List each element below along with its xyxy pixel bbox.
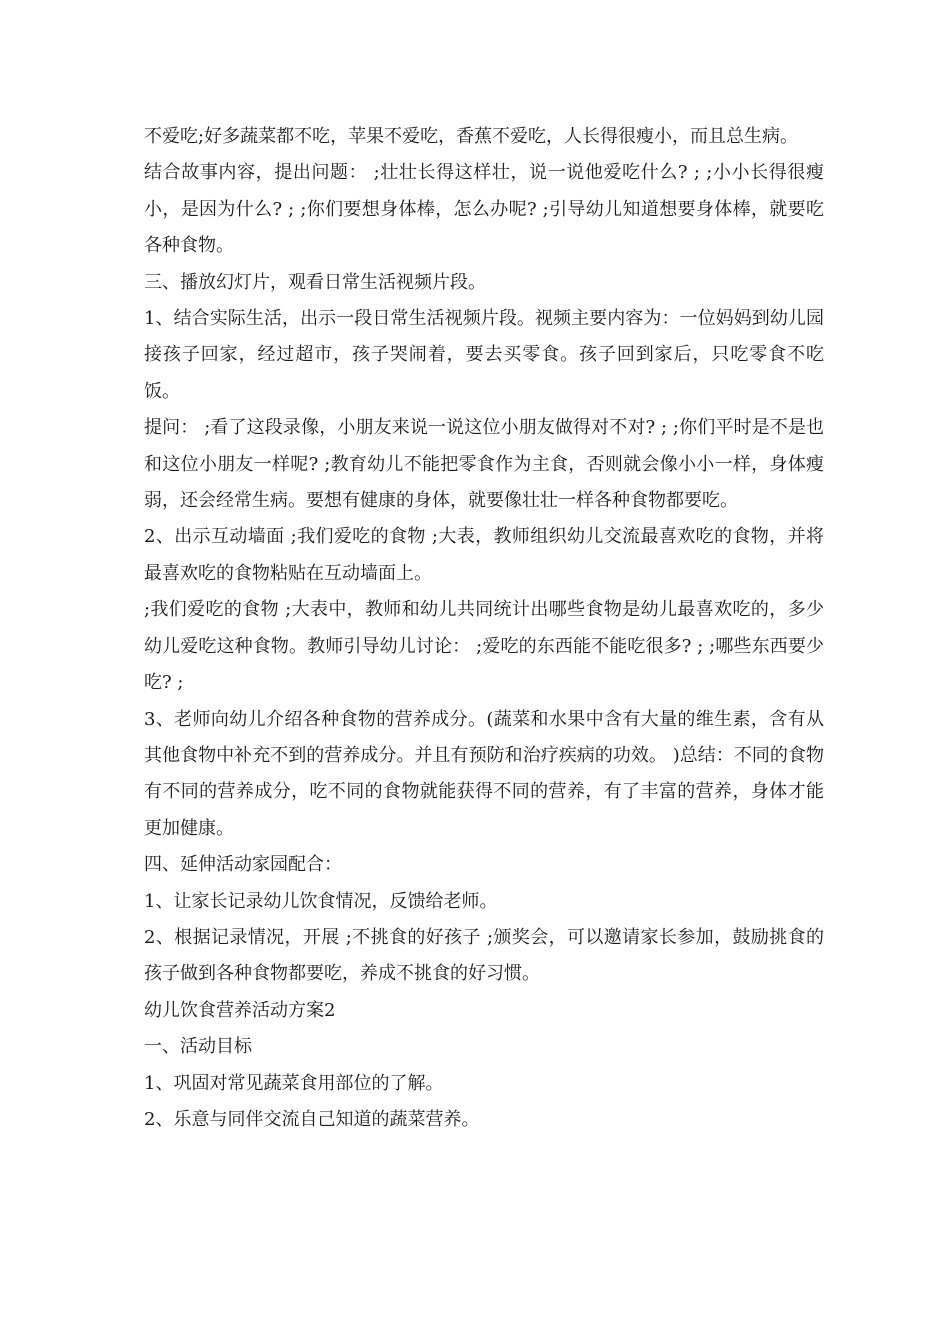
- document-body: [144, 119, 824, 1138]
- section-heading: 三、播放幻灯片，观看日常生活视频片段。: [144, 271, 486, 293]
- paragraph: 1、让家长记录幼儿饮食情况，反馈给老师。: [144, 890, 498, 912]
- paragraph: 3、老师向幼儿介绍各种食物的营养成分。(蔬菜和水果中含有大量的维生素，含有从其他食物中补充不到的营养成分。并且有预防和治疗疾病的功效。 )总结：不同的食物有不同的营养成分，吃不同的食物就能获得不同的营养，有了丰富的营养，身体才能更加健康。: [144, 708, 824, 839]
- paragraph: 提问： ;看了这段录像，小朋友来说一说这位小朋友做得对不对? ; ;你们平时是不是也和这位小朋友一样呢? ;教育幼儿不能把零食作为主食，否则就会像小小一样，身体瘦弱，还会经常生病。要想有健康的身体，就要像壮壮一样各种食物都要吃。: [144, 417, 824, 512]
- paragraph: 2、乐意与同伴交流自己知道的蔬菜营养。: [144, 1108, 480, 1130]
- paragraph: 1、巩固对常见蔬菜食用部位的了解。: [144, 1072, 444, 1094]
- paragraph: 2、根据记录情况，开展 ;不挑食的好孩子 ;颁奖会，可以邀请家长参加，鼓励挑食的孩子做到各种食物都要吃，养成不挑食的好习惯。: [144, 926, 824, 985]
- paragraph: 结合故事内容，提出问题： ;壮壮长得这样壮，说一说他爱吃什么? ; ;小小长得很瘦小，是因为什么? ; ;你们要想身体棒，怎么办呢? ;引导幼儿知道想要身体棒，就要吃各种食物。: [144, 162, 824, 257]
- paragraph: ;我们爱吃的食物 ;大表中，教师和幼儿共同统计出哪些食物是幼儿最喜欢吃的，多少幼儿爱吃这种食物。教师引导幼儿讨论： ;爱吃的东西能不能吃很多? ; ;哪些东西要少吃? ;: [144, 599, 824, 694]
- paragraph: 2、出示互动墙面 ;我们爱吃的食物 ;大表，教师组织幼儿交流最喜欢吃的食物，并将最喜欢吃的食物粘贴在互动墙面上。: [144, 526, 824, 584]
- section-heading: 一、活动目标: [144, 1036, 252, 1058]
- paragraph: 不爱吃;好多蔬菜都不吃，苹果不爱吃，香蕉不爱吃，人长得很瘦小，而且总生病。: [144, 126, 799, 147]
- document-subtitle: 幼儿饮食营养活动方案2: [144, 999, 336, 1021]
- paragraph: 1、结合实际生活，出示一段日常生活视频片段。视频主要内容为：一位妈妈到幼儿园接孩子回家，经过超市，孩子哭闹着，要去买零食。孩子回到家后，只吃零食不吃饭。: [144, 308, 824, 402]
- section-heading: 四、延伸活动家园配合：: [144, 854, 342, 876]
